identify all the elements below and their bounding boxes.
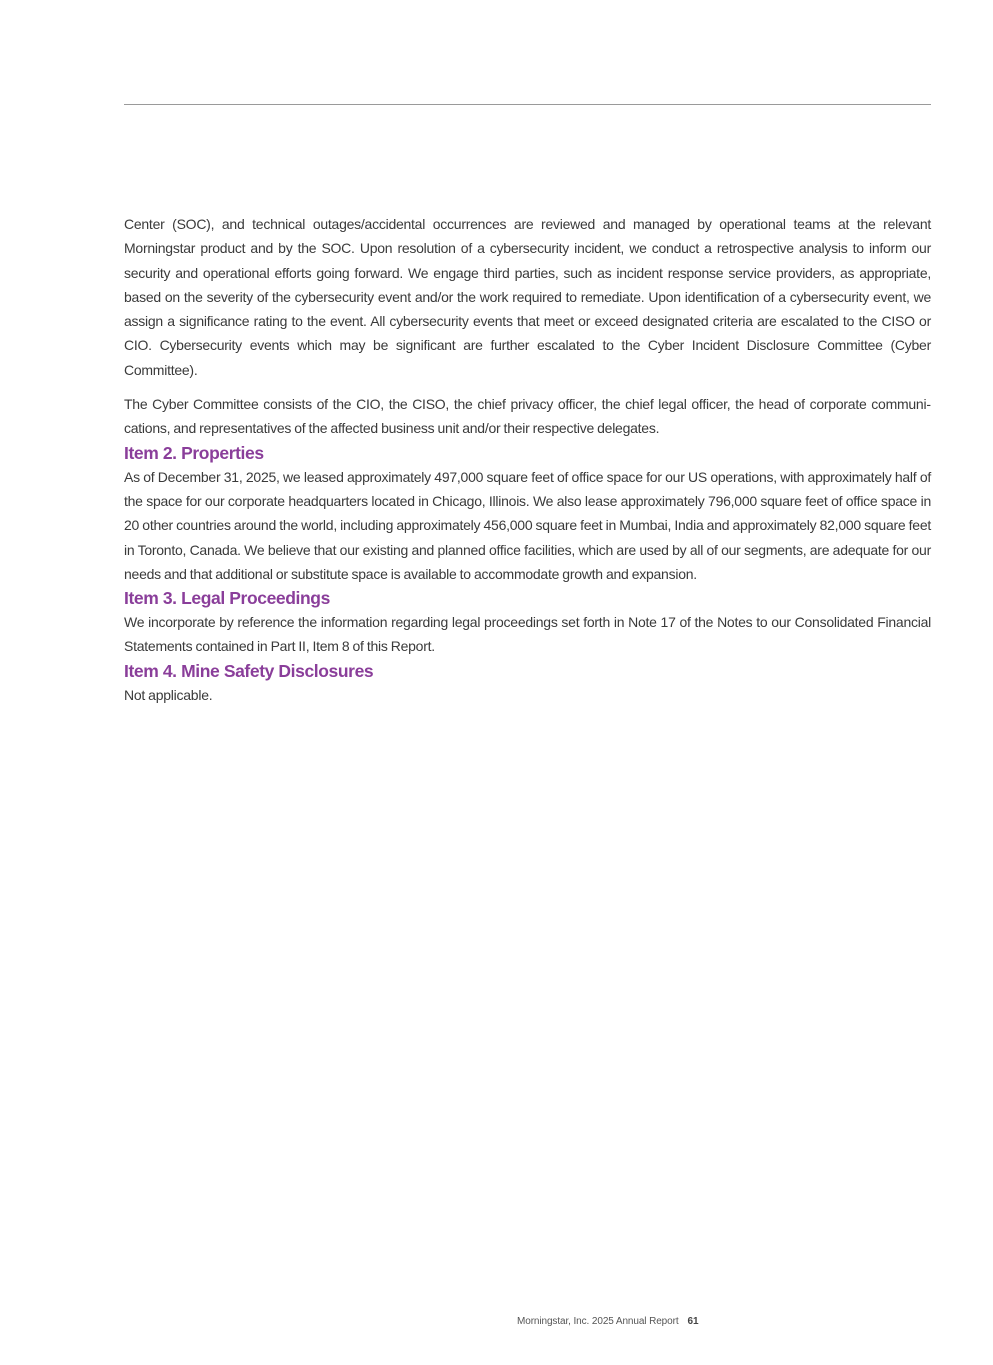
section-body-mine-safety: Not applicable.: [124, 686, 213, 703]
page-number: 61: [687, 1316, 699, 1327]
section-heading-properties: Item 2. Properties: [124, 442, 264, 463]
page-content: [124, 212, 931, 707]
section-body-properties: As of December 31, 2025, we leased approximately 497,000 square feet of office space for our US operations, with approximately half of the space for our corporate headquarters located in Chicago, Illinois. We also lease approximately 796,000 square feet of office space in 20 other countries around the world, including approximately 456,000 square feet in Mumbai, India and approximately 82,000 square feet in Toronto, Canada. We believe that our existing and planned office facilities, which are used by all of our segments, are adequate for our needs and that additional or substitute space is available to accommodate growth and expansion.: [124, 468, 931, 582]
section-body-legal-proceedings: We incorporate by reference the information regarding legal proceedings set forth in Note 17 of the Notes to our Consolidated Financial Statements contained in Part II, Item 8 of this Report.: [124, 614, 931, 655]
page-footer: [517, 1315, 698, 1329]
header-divider: [124, 104, 931, 105]
section-heading-legal-proceedings: Item 3. Legal Proceedings: [124, 588, 330, 609]
intro-paragraph-1: Center (SOC), and technical outages/accidental occurrences are reviewed and managed by operational teams at the relevant Morningstar product and by the SOC. Upon resolution of a cybersecurity incident, we conduct a retrospective analysis to inform our security and operational efforts going forward. We engage third parties, such as incident response service providers, as appropriate, based on the severity of the cybersecurity event and/or the work required to remediate. Upon identification of a cybersecurity event, we assign a significance rating to the event. All cybersecurity events that meet or exceed designated criteria are escalated to the CISO or CIO. Cybersecurity events which may be significant are further escalated to the Cyber Incident Disclosure Committee (Cyber Committee).: [124, 216, 931, 378]
footer-report-name: Morningstar, Inc. 2025 Annual Report: [517, 1316, 679, 1327]
intro-paragraph-2: The Cyber Committee consists of the CIO, the CISO, the chief privacy officer, the chief legal officer, the head of corporate communications, and representatives of the affected business unit and/or their respective delegates.: [124, 396, 931, 437]
section-heading-mine-safety: Item 4. Mine Safety Disclosures: [124, 660, 374, 681]
